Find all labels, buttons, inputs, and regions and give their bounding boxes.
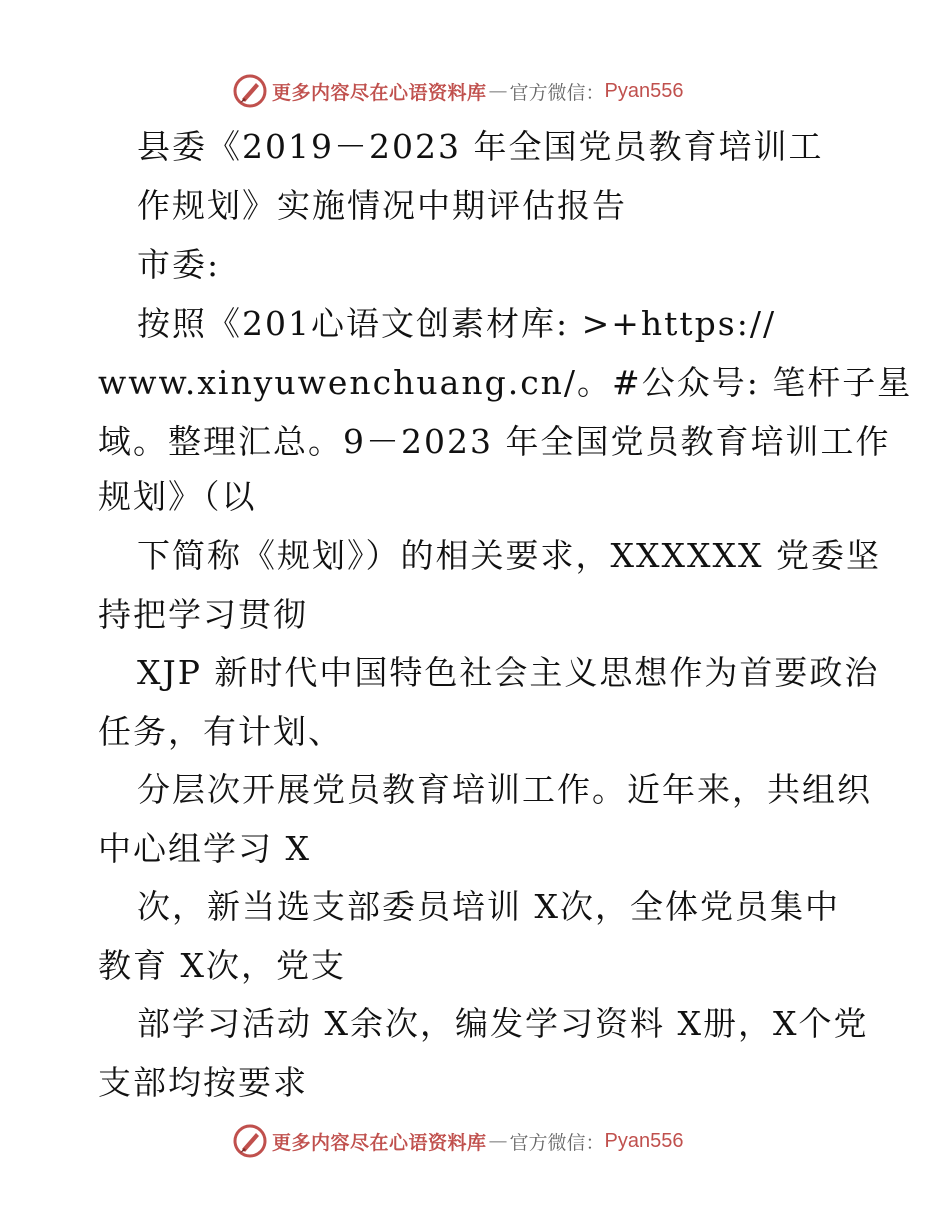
watermark-dash: —: [488, 80, 508, 102]
watermark-banner-bottom: [232, 1121, 684, 1161]
quill-pen-logo-icon: [232, 1123, 268, 1159]
paragraph-line: 持把学习贯彻: [98, 595, 308, 634]
watermark-site-name: 更多内容尽在心语资料库: [272, 1131, 487, 1154]
paragraph-line: XJP 新时代中国特色社会主义思想作为首要政治: [137, 653, 880, 692]
paragraph-line: 分层次开展党员教育培训工作。近年来，共组织: [137, 770, 872, 809]
quill-pen-logo-icon: [232, 73, 268, 109]
paragraph-line: 中心组学习 X: [98, 829, 311, 868]
salutation: 市委:: [137, 245, 221, 284]
paragraph-line: 教育 X次，党支: [98, 946, 346, 985]
watermark-wechat-label: 官方微信：: [509, 1131, 605, 1154]
paragraph-line: 按照《201心语文创素材库: >+https://: [137, 304, 777, 343]
paragraph-line: 规划》（以: [98, 477, 257, 516]
watermark-site-name: 更多内容尽在心语资料库: [272, 81, 487, 104]
watermark-banner-top: [232, 71, 684, 111]
watermark-dash: —: [488, 1130, 508, 1152]
watermark-wechat-label: 官方微信：: [509, 81, 605, 104]
paragraph-line: 次，新当选支部委员培训 X次，全体党员集中: [137, 887, 840, 926]
paragraph-line: 域。整理汇总。9－2023 年全国党员教育培训工作: [98, 422, 891, 461]
paragraph-line: 下简称《规划》）的相关要求，XXXXXX 党委坚: [137, 536, 881, 575]
title-line-1: 县委《2019－2023 年全国党员教育培训工: [137, 127, 824, 166]
paragraph-line: 部学习活动 X余次，编发学习资料 X册，X个党: [137, 1004, 869, 1043]
title-line-2: 作规划》实施情况中期评估报告: [137, 186, 627, 225]
paragraph-line: 支部均按要求: [98, 1063, 308, 1102]
paragraph-line: 任务，有计划、: [98, 712, 343, 751]
watermark-wechat-handle: Pyan556: [604, 1129, 684, 1152]
watermark-wechat-handle: Pyan556: [604, 79, 684, 102]
paragraph-line: www.xinyuwenchuang.cn/。#公众号: 笔杆子星: [98, 363, 913, 402]
